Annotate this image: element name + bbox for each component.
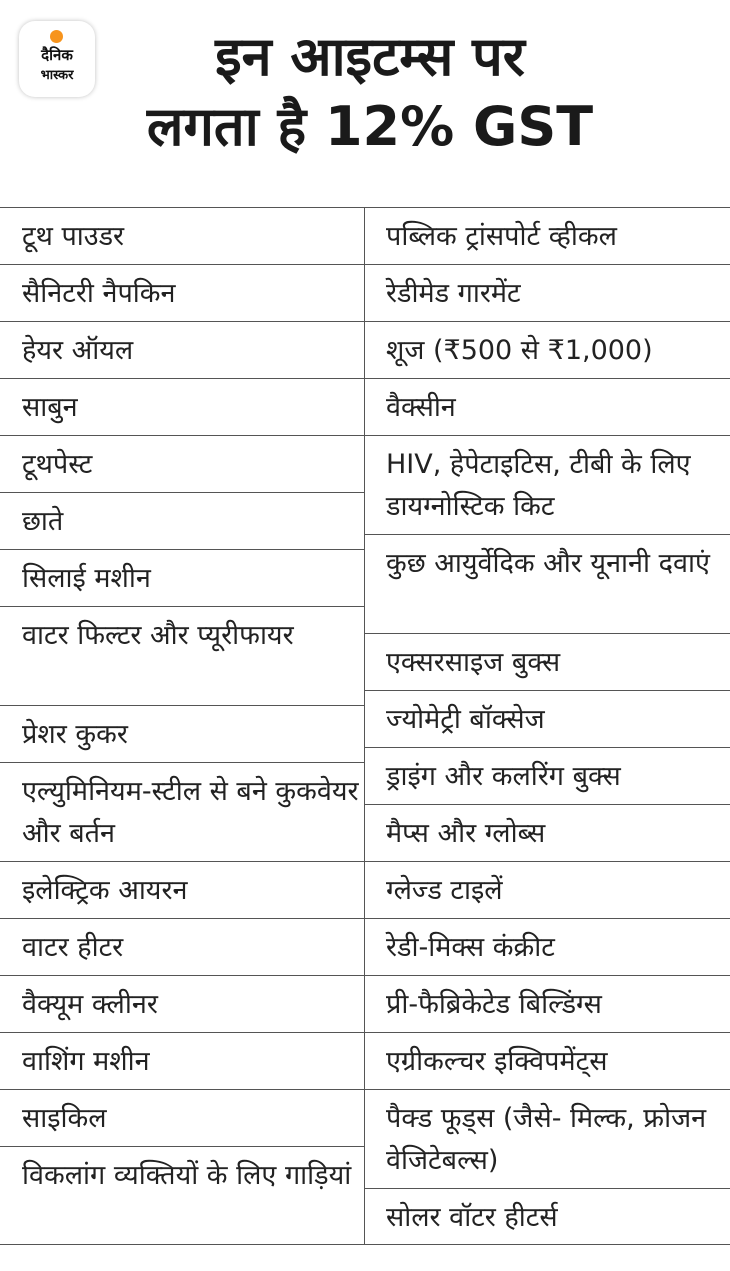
list-item: रेडी-मिक्स कंक्रीट xyxy=(365,918,730,975)
list-item: साइकिल xyxy=(0,1089,364,1146)
logo-line-1: दैनिक xyxy=(41,46,73,64)
table-bottom-rule xyxy=(0,1244,730,1245)
list-item: इलेक्ट्रिक आयरन xyxy=(0,861,364,918)
list-item: मैप्स और ग्लोब्स xyxy=(365,804,730,861)
sun-icon xyxy=(50,30,63,43)
list-item: प्रेशर कुकर xyxy=(0,705,364,762)
title-line-1: इन आइटम्स पर xyxy=(215,25,525,88)
list-item: रेडीमेड गारमेंट xyxy=(365,264,730,321)
list-item: ड्राइंग और कलरिंग बुक्स xyxy=(365,747,730,804)
list-item: पब्लिक ट्रांसपोर्ट व्हीकल xyxy=(365,207,730,264)
list-item: वाटर हीटर xyxy=(0,918,364,975)
list-item: सोलर वॉटर हीटर्स xyxy=(365,1188,730,1245)
logo-line-2: भास्कर xyxy=(40,68,74,83)
list-item: टूथपेस्ट xyxy=(0,435,364,492)
list-item: वैक्सीन xyxy=(365,378,730,435)
list-item: वाशिंग मशीन xyxy=(0,1032,364,1089)
list-item: साबुन xyxy=(0,378,364,435)
list-item: शूज (₹500 से ₹1,000) xyxy=(365,321,730,378)
list-item: वैक्यूम क्लीनर xyxy=(0,975,364,1032)
list-item: ग्लेज्ड टाइलें xyxy=(365,861,730,918)
gst-items-table xyxy=(0,207,730,1245)
list-item: टूथ पाउडर xyxy=(0,207,364,264)
list-item: एल्युमिनियम-स्टील से बने कुकवेयर और बर्तन xyxy=(0,762,364,861)
list-item: विकलांग व्यक्तियों के लिए गाड़ियां xyxy=(0,1146,364,1245)
list-item: कुछ आयुर्वेदिक और यूनानी दवाएं xyxy=(365,534,730,633)
list-item: छाते xyxy=(0,492,364,549)
list-item: ज्योमेट्री बॉक्सेज xyxy=(365,690,730,747)
list-item: प्री-फैब्रिकेटेड बिल्डिंग्स xyxy=(365,975,730,1032)
page-title xyxy=(100,22,640,162)
list-item: एग्रीकल्चर इक्विपमेंट्स xyxy=(365,1032,730,1089)
list-item: वाटर फिल्टर और प्यूरीफायर xyxy=(0,606,364,705)
list-item: पैक्ड फूड्स (जैसे- मिल्क, फ्रोजन वेजिटेबल्स) xyxy=(365,1089,730,1188)
title-line-2: लगता है 12% GST xyxy=(146,95,594,158)
list-item: एक्सरसाइज बुक्स xyxy=(365,633,730,690)
list-item: HIV, हेपेटाइटिस, टीबी के लिए डायग्नोस्टिक किट xyxy=(365,435,730,534)
list-item: हेयर ऑयल xyxy=(0,321,364,378)
list-item: सिलाई मशीन xyxy=(0,549,364,606)
list-item: सैनिटरी नैपकिन xyxy=(0,264,364,321)
dainik-bhaskar-logo xyxy=(19,21,95,97)
